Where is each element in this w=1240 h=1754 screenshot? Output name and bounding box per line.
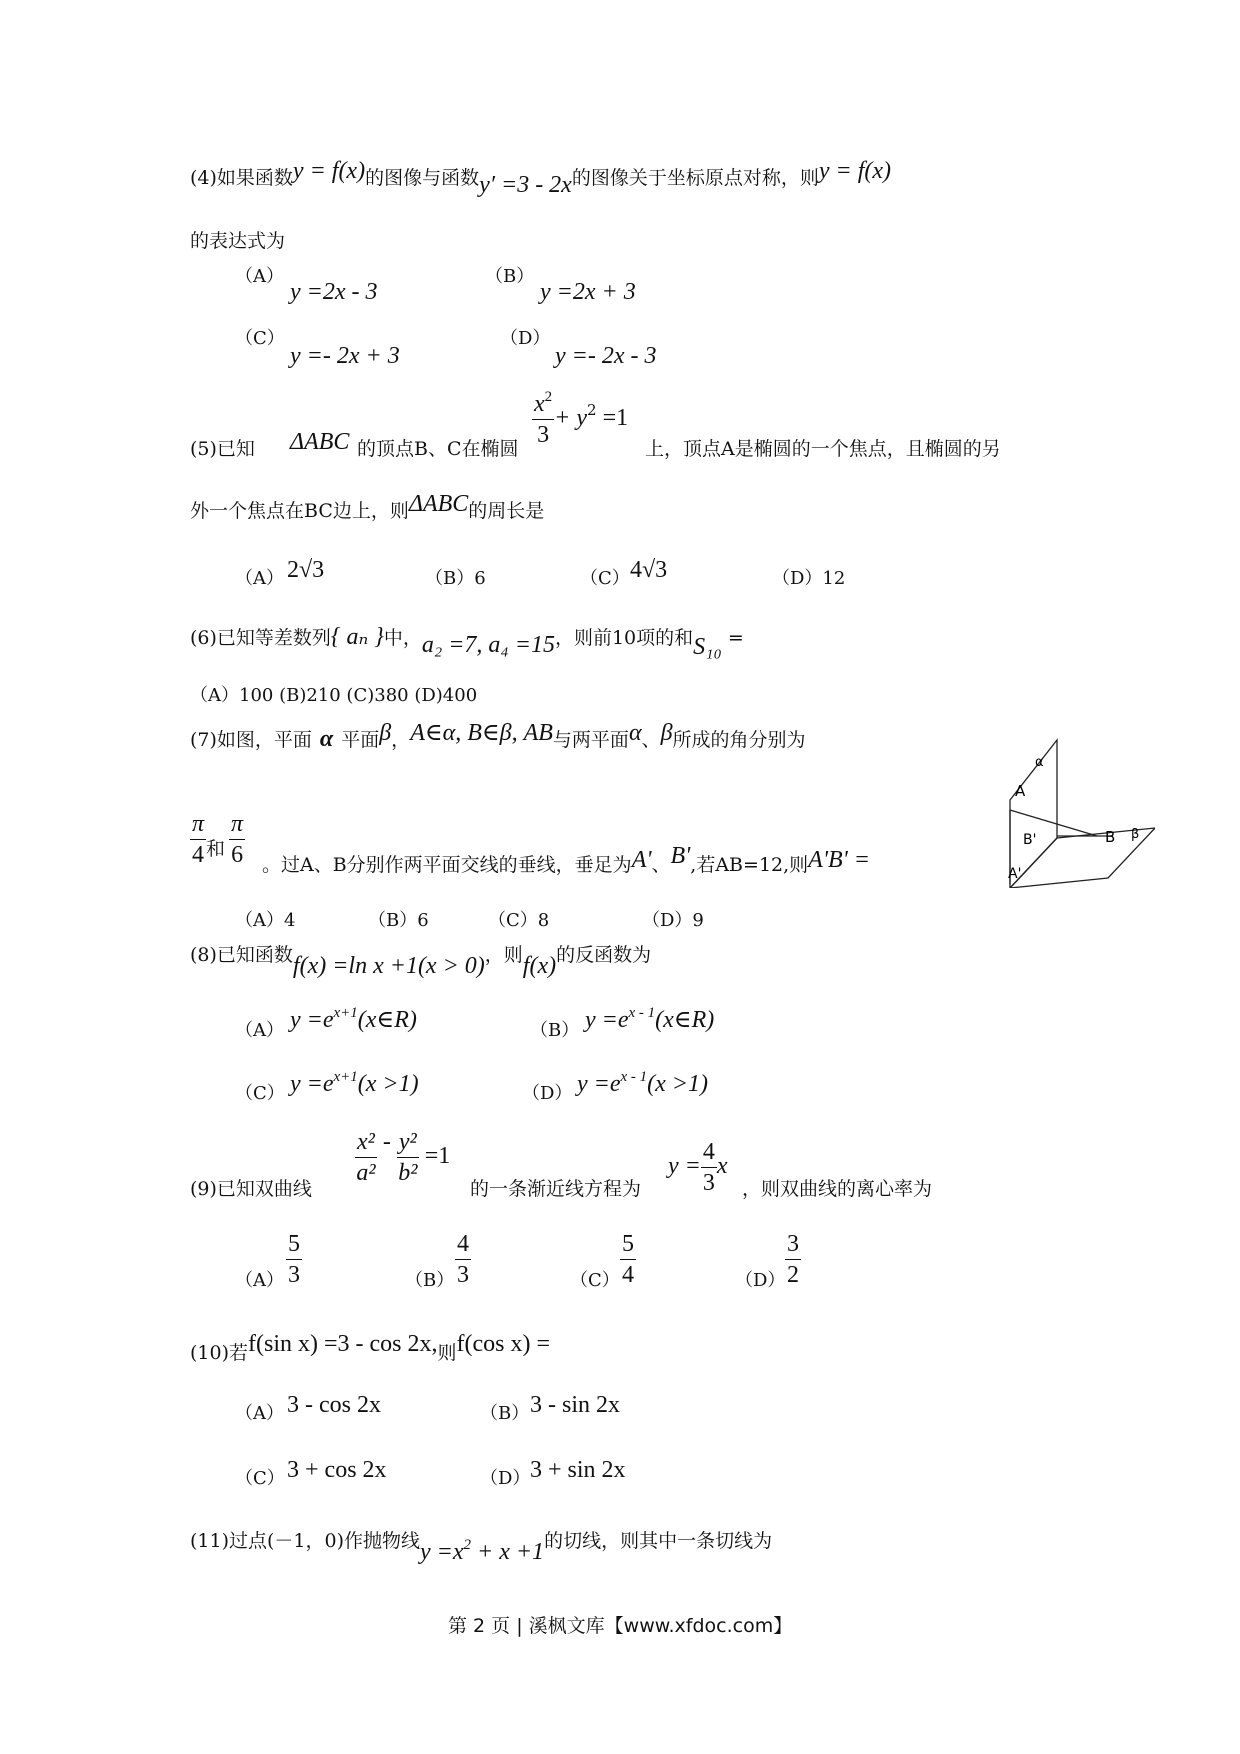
fig-label-alpha: α: [1035, 755, 1044, 770]
q8-opt-b-label: （B）: [530, 1020, 580, 1041]
q10-opt-a-label: （A）: [235, 1403, 284, 1424]
q5-stem-left: (5)已知: [190, 438, 255, 460]
q10-target: f(cos x) =: [456, 1331, 551, 1357]
q4-opt-a: y =2x - 3: [290, 279, 378, 305]
q6-terms: a₂ =7, a₄ =15: [421, 632, 555, 658]
q5-stem-line2: 外一个焦点在BC边上，则ΔABC的周长是: [190, 491, 545, 522]
q7-opt-a: （A）4: [235, 910, 296, 931]
q4-opt-c-label: （C）: [235, 328, 285, 349]
q9-text-c: ，则双曲线的离心率为: [742, 1178, 933, 1200]
q8-fx: f(x): [522, 953, 557, 979]
q10-opt-b-label: （B）: [480, 1403, 530, 1424]
q7-frac-pi4: $\frac{\pi}{4}$: [192, 811, 205, 869]
q9-text-a: (9)已知双曲线: [190, 1178, 312, 1200]
q8-opt-c: $y =e^{x+1}(x >1)$: [290, 1069, 419, 1097]
q6-seq: { aₙ }: [330, 624, 384, 650]
q10-opt-d: 3 + sin 2x: [530, 1457, 626, 1483]
q5-triangle: ΔABC: [290, 429, 350, 455]
q9-opt-a-label: （A）: [235, 1270, 284, 1291]
q10-opt-c-label: （C）: [235, 1468, 285, 1489]
q10-stem: (10)若f(sin x) =3 - cos 2x,则f(cos x) =: [190, 1331, 551, 1364]
q7-stem-line2: $\frac{\pi}{4}$ 和 $\frac{\pi}{6}$: [192, 811, 244, 869]
q8-opt-b: $y =e^{x - 1}(x\in R)$: [585, 1005, 715, 1033]
q8-opt-a-label: （A）: [235, 1020, 284, 1041]
q8-opt-c-label: （C）: [235, 1083, 285, 1104]
q4-opt-b-label: （B）: [485, 266, 535, 287]
q5-opt-c: 4√3: [630, 557, 668, 583]
q7-frac-pi6: $\frac{\pi}{6}$: [231, 811, 244, 869]
q4-stem-line2: 的表达式为: [190, 230, 286, 252]
q9-asymptote: y = $\frac{4}{3}$ x: [668, 1139, 728, 1197]
q7-opt-c: （C）8: [488, 910, 550, 931]
q6-options: （A）100 (B)210 (C)380 (D)400: [190, 685, 478, 706]
q5-opt-a-label: （A）: [235, 568, 284, 589]
q8-opt-a: $y =e^{x+1}(x\in R)$: [290, 1005, 417, 1033]
q5-ellipse-frac: $\frac{x^2}{3}$: [534, 389, 553, 449]
q11-stem: (11)过点(－1，0)作抛物线$y =x^2 + x +1$的切线，则其中一条切线为: [190, 1530, 773, 1565]
fig-label-ap: A': [1008, 866, 1022, 882]
q5-text-c: 上，顶点A是椭圆的一个焦点，且椭圆的另: [645, 438, 1001, 460]
q9-opt-b: $\frac{4}{3}$: [457, 1231, 469, 1289]
q4-opt-a-label: （A）: [235, 266, 284, 287]
q5-ellipse-eq: $\frac{x^2}{3}$ + $y^2 =1$: [534, 389, 629, 449]
q7-opt-b: （B）6: [368, 910, 429, 931]
q7-stem-line2b: 。过A、B分别作两平面交线的垂线，垂足为A'、B',若AB=12,则A'B' =: [262, 843, 870, 876]
q8-stem: (8)已知函数f(x) =ln x +1(x > 0)，则f(x)的反函数为: [190, 944, 652, 979]
q5-opt-a: 2√3: [287, 557, 325, 583]
q5-opt-b: （B）6: [425, 568, 486, 589]
q9-opt-a: $\frac{5}{3}$: [288, 1231, 300, 1289]
q9-opt-d-label: （D）: [735, 1270, 786, 1291]
q9-text-b: 的一条渐近线方程为: [470, 1178, 642, 1200]
fig-label-b: B: [1105, 828, 1116, 846]
q9-hyperbola-eq: $\frac{\text{x²}}{\text{a²}}$ - $\frac{\text{y²}}{\text{b²}}$ =1: [356, 1129, 451, 1187]
q6-s10: S₁₀: [693, 634, 722, 660]
q10-opt-d-label: （D）: [480, 1468, 531, 1489]
q5-opt-c-label: （C）: [580, 568, 630, 589]
fig-label-beta: β: [1131, 827, 1140, 842]
fig-label-bp: B': [1023, 832, 1037, 848]
q5-text-b: 的顶点B、C在椭圆: [357, 438, 519, 460]
q10-opt-a: 3 - cos 2x: [287, 1392, 381, 1418]
q7-planes-figure: [995, 738, 1155, 888]
q10-opt-c: 3 + cos 2x: [287, 1457, 387, 1483]
fig-label-a: A: [1015, 782, 1026, 800]
q8-opt-d: $y =e^{x - 1}(x >1)$: [577, 1069, 708, 1097]
q9-opt-d: $\frac{3}{2}$: [787, 1231, 799, 1289]
q10-opt-b: 3 - sin 2x: [530, 1392, 620, 1418]
q10-condition: f(sin x) =3 - cos 2x,: [248, 1331, 438, 1357]
q4-opt-d: y =- 2x - 3: [555, 343, 657, 369]
q4-opt-c: y =- 2x + 3: [290, 343, 400, 369]
q6-stem: (6)已知等差数列{ aₙ }中，a₂ =7, a₄ =15，则前10项的和S₁₀ =: [190, 624, 744, 660]
q4-opt-b: y =2x + 3: [540, 279, 636, 305]
q4-fx: y = f(x): [292, 158, 366, 184]
q11-parabola: $y =x^2 + x +1$: [420, 1537, 545, 1565]
q4-yprime: y′ =3 - 2x: [479, 172, 572, 198]
q4-opt-d-label: （D）: [500, 328, 551, 349]
q7-opt-d: （D）9: [642, 910, 704, 931]
q7-stem: (7)如图，平面 α 平面β，A∈α, B∈β, AB与两平面α、β所成的角分别为: [190, 720, 806, 752]
q9-opt-b-label: （B）: [405, 1270, 455, 1291]
page-footer: 第 2 页 | 溪枫文库【www.xfdoc.com】: [448, 1615, 793, 1637]
q8-fdef: f(x) =ln x +1(x > 0): [292, 953, 485, 979]
q9-opt-c: $\frac{5}{4}$: [622, 1231, 634, 1289]
q9-opt-c-label: （C）: [570, 1270, 620, 1291]
q5-opt-d: （D）12: [772, 568, 846, 589]
q4-fx2: y = f(x): [818, 158, 892, 184]
q4-stem: (4)如果函数y = f(x)的图像与函数y′ =3 - 2x的图像关于坐标原点对称，则y = f(x): [190, 158, 892, 198]
q7-membership: A∈α, B∈β, AB: [410, 720, 553, 746]
q8-opt-d-label: （D）: [522, 1083, 573, 1104]
